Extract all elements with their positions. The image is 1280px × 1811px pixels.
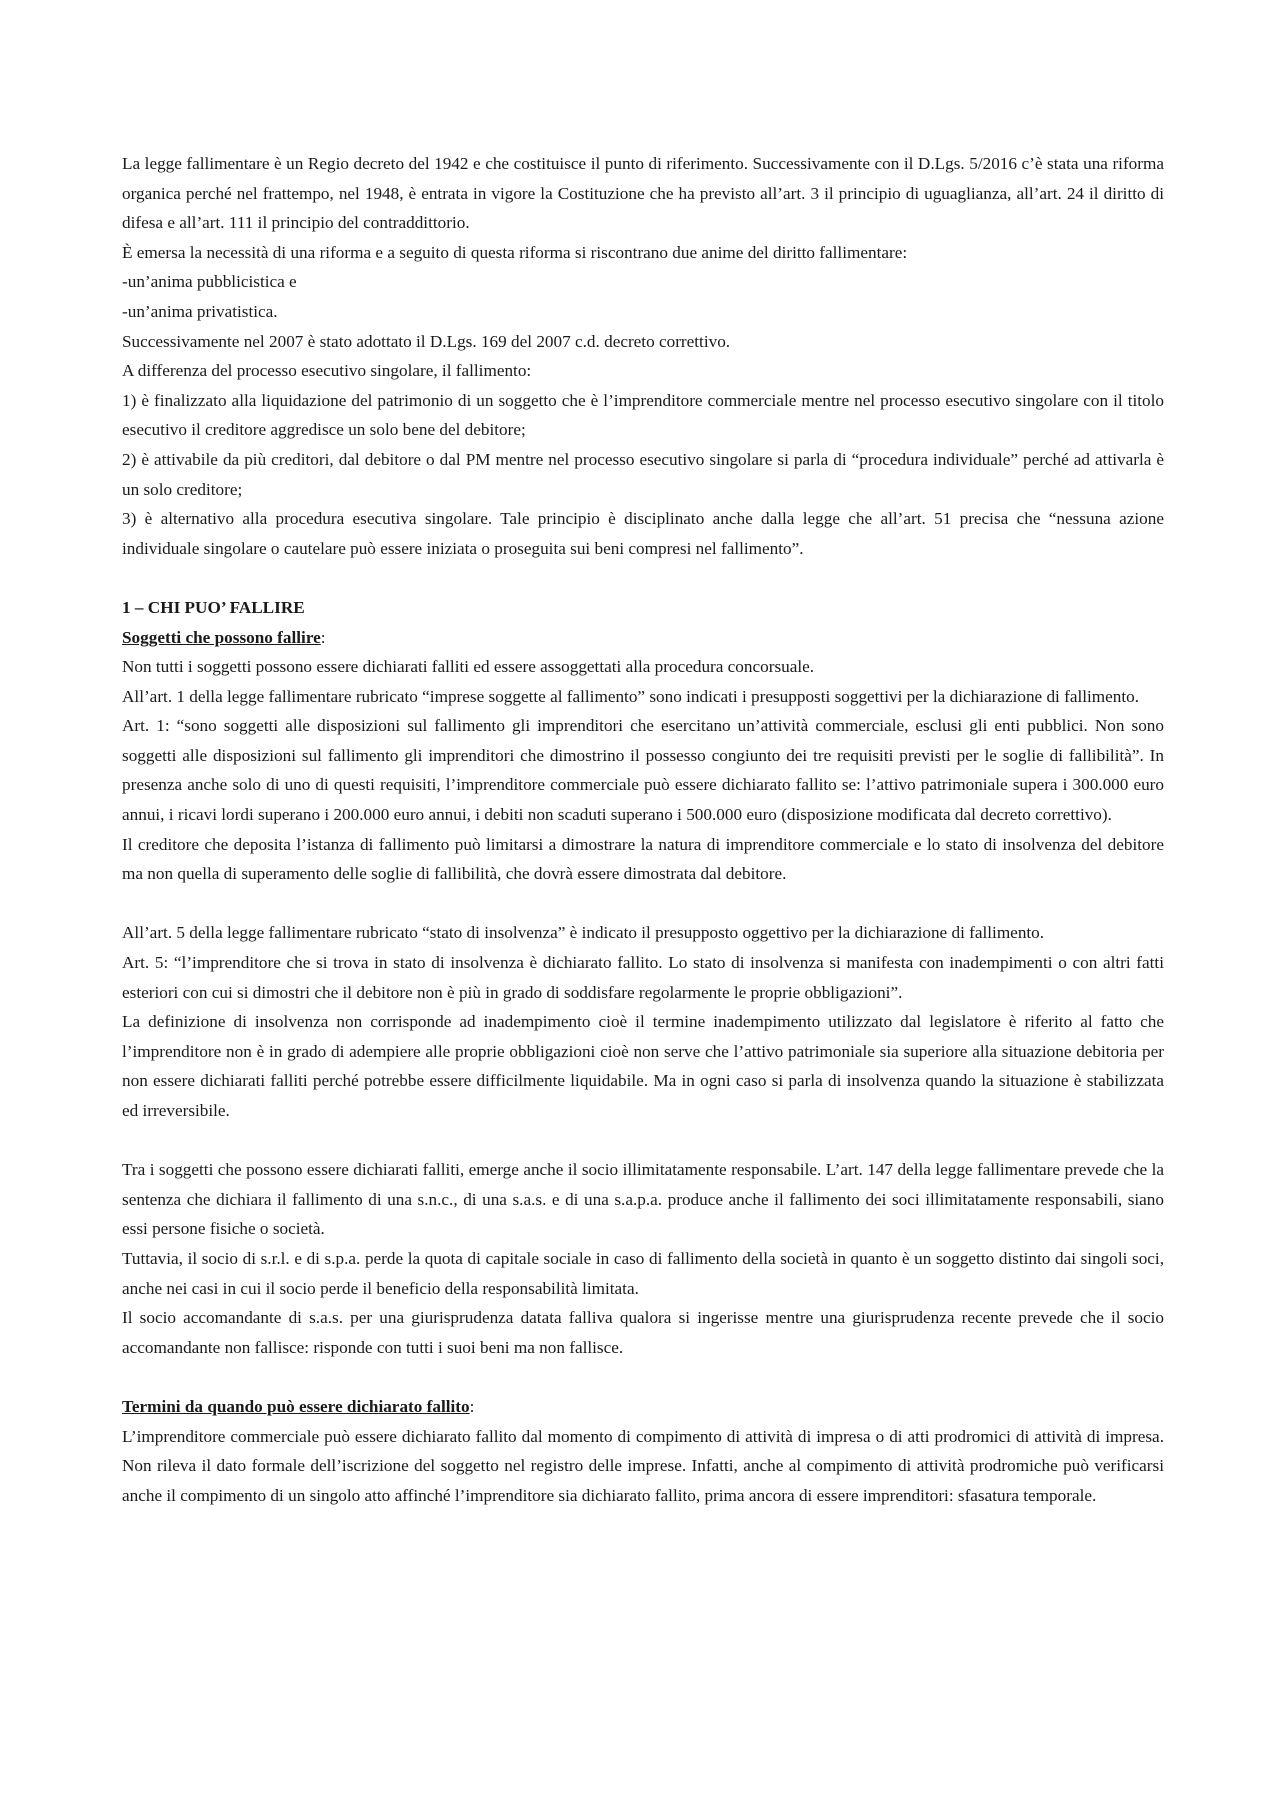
subheading-soggetti-colon: : <box>320 627 326 647</box>
intro-paragraph-3: -un’anima pubblicistica e <box>122 272 297 292</box>
subheading-termini-colon: : <box>469 1396 475 1416</box>
spacer <box>122 889 1164 919</box>
list-item-1: 1) è finalizzato alla liquidazione del patrimonio di un soggetto che è l’imprenditore commerciale mentre nel processo esecutivo singolare con il titolo esecutivo il creditore aggredisce un solo bene del debitore; <box>122 390 1164 440</box>
section-1-paragraph-8: Tra i soggetti che possono essere dichiarati falliti, emerge anche il socio illimitatamente responsabile. L’art. 147 della legge fallimentare prevede che la sentenza che dichiara il fallimento di una s.n.c., di una s.a.s. e di una s.a.p.a. produce anche il fallimento dei soci illimitatamente responsabili, siano essi persone fisiche o società. <box>122 1160 1164 1239</box>
document-page <box>122 149 1164 1510</box>
section-1-paragraph-1: Non tutti i soggetti possono essere dichiarati falliti ed essere assoggettati alla procedura concorsuale. <box>122 657 815 677</box>
list-item-2: 2) è attivabile da più creditori, dal debitore o dal PM mentre nel processo esecutivo singolare si parla di “procedura individuale” perché ad attivarla è un solo creditore; <box>122 449 1164 499</box>
subheading-soggetti <box>122 623 1164 653</box>
section-1-paragraph-9: Tuttavia, il socio di s.r.l. e di s.p.a. perde la quota di capitale sociale in caso di fallimento della società in quanto è un soggetto distinto dai singoli soci, anche nei casi in cui il socio perde il beneficio della responsabilità limitata. <box>122 1248 1164 1298</box>
section-1-paragraph-5: All’art. 5 della legge fallimentare rubricato “stato di insolvenza” è indicato il presupposto oggettivo per la dichiarazione di fallimento. <box>122 923 1045 943</box>
intro-paragraph-4: -un’anima privatistica. <box>122 301 278 321</box>
section-1-paragraph-4: Il creditore che deposita l’istanza di fallimento può limitarsi a dimostrare la natura di imprenditore commerciale e lo stato di insolvenza del debitore ma non quella di superamento delle soglie di fallibilità, che dovrà essere dimostrata dal debitore. <box>122 834 1164 884</box>
intro-paragraph-5: Successivamente nel 2007 è stato adottato il D.Lgs. 169 del 2007 c.d. decreto correttivo. <box>122 331 731 351</box>
subheading-soggetti-text: Soggetti che possono fallire <box>122 627 321 647</box>
section-1-paragraph-2: All’art. 1 della legge fallimentare rubricato “imprese soggette al fallimento” sono indicati i presupposti soggettivi per la dichiarazione di fallimento. <box>122 686 1140 706</box>
spacer <box>122 1362 1164 1392</box>
list-item-3: 3) è alternativo alla procedura esecutiva singolare. Tale principio è disciplinato anche dalla legge che all’art. 51 precisa che “nessuna azione individuale singolare o cautelare può essere iniziata o proseguita sui beni compresi nel fallimento”. <box>122 509 1164 558</box>
section-1-paragraph-3: Art. 1: “sono soggetti alle disposizioni sul fallimento gli imprenditori che esercitano un’attività commerciale, esclusi gli enti pubblici. Non sono soggetti alle disposizioni sul fallimento gli imprenditori che dimostrino il possesso congiunto dei tre requisiti previsti per le soglie di fallibilità”. In presenza anche solo di uno di questi requisiti, l’imprenditore commerciale può essere dichiarato fallito se: l’attivo patrimoniale supera i 300.000 euro annui, i ricavi lordi superano i 200.000 euro annui, i debiti non scaduti superano i 500.000 euro (disposizione modificata dal decreto correttivo). <box>122 716 1164 825</box>
section-1-paragraph-7: La definizione di insolvenza non corrisponde ad inadempimento cioè il termine inadempimento utilizzato dal legislatore è riferito al fatto che l’imprenditore non è in grado di adempiere alle proprie obbligazioni cioè non serve che l’attivo patrimoniale sia superiore alla situazione debitoria per non essere dichiarati falliti perché potrebbe essere difficilmente liquidabile. Ma in ogni caso si parla di insolvenza quando la situazione è stabilizzata ed irreversibile. <box>122 1012 1164 1120</box>
section-1-paragraph-10: Il socio accomandante di s.a.s. per una giurisprudenza datata falliva qualora si ingerisse mentre una giurisprudenza recente prevede che il socio accomandante non fallisce: risponde con tutti i suoi beni ma non fallisce. <box>122 1308 1164 1357</box>
intro-paragraph-2: È emersa la necessità di una riforma e a seguito di questa riforma si riscontrano due anime del diritto fallimentare: <box>122 242 908 262</box>
intro-paragraph-6: A differenza del processo esecutivo singolare, il fallimento: <box>122 361 532 381</box>
subheading-termini <box>122 1392 1164 1422</box>
section-1-paragraph-6: Art. 5: “l’imprenditore che si trova in stato di insolvenza è dichiarato fallito. Lo stato di insolvenza si manifesta con inadempimenti o con altri fatti esteriori con cui si dimostri che il debitore non è più in grado di soddisfare regolarmente le proprie obbligazioni”. <box>122 953 1164 1002</box>
spacer <box>122 1126 1164 1156</box>
subheading-termini-text: Termini da quando può essere dichiarato fallito <box>122 1396 470 1416</box>
section-1-paragraph-11: L’imprenditore commerciale può essere dichiarato fallito dal momento di compimento di attività di impresa o di atti prodromici di attività di impresa. Non rileva il dato formale dell’iscrizione del soggetto nel registro delle imprese. Infatti, anche al compimento di attività prodromiche può verificarsi anche il compimento di un singolo atto affinché l’imprenditore sia dichiarato fallito, prima ancora di essere imprenditori: sfasatura temporale. <box>122 1426 1164 1505</box>
section-1-title: 1 – CHI PUO’ FALLIRE <box>122 597 305 617</box>
intro-paragraph-1: La legge fallimentare è un Regio decreto del 1942 e che costituisce il punto di riferimento. Successivamente con il D.Lgs. 5/2016 c’è stata una riforma organica perché nel frattempo, nel 1948, è entrata in vigore la Costituzione che ha previsto all’art. 3 il principio di uguaglianza, all’art. 24 il diritto di difesa e all’art. 111 il principio del contraddittorio. <box>122 154 1164 233</box>
spacer <box>122 563 1164 593</box>
